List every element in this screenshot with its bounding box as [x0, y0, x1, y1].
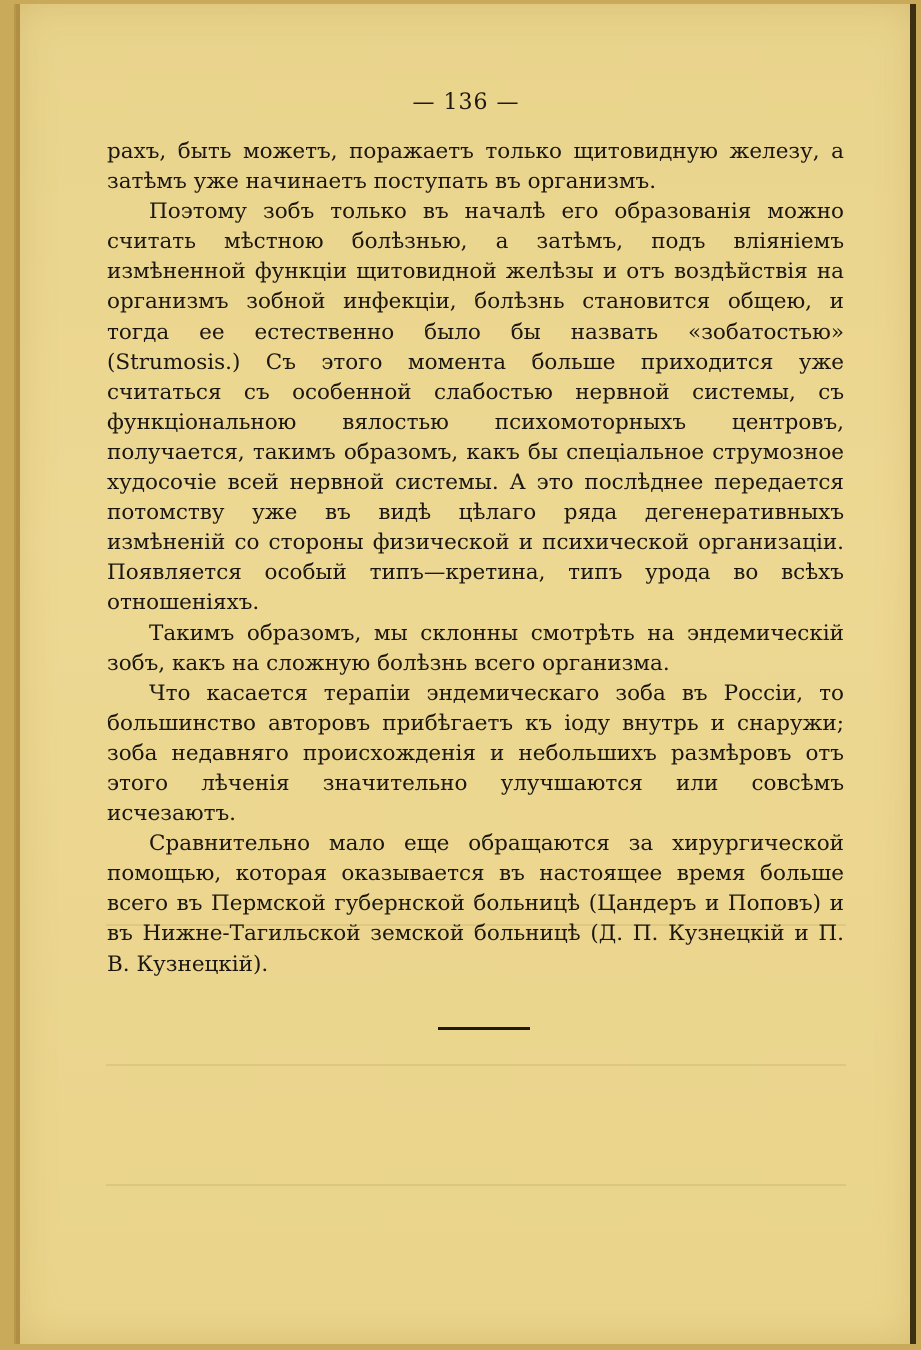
paragraph: Поэтому зобъ только въ началѣ его образованія можно считать мѣстною болѣзнью, а затѣмъ, подъ вліяніемъ измѣненной функціи щитовидной желѣзы и отъ воздѣйствія на организмъ зобной инфекціи, болѣзнь становится общею, и тогда ее естественно было бы назвать «зобатостью» (Strumosis.) Съ этого момента больше приходится уже считаться съ особенной слабостью нервной системы, съ функціональною вялостью психомоторныхъ центровъ, получается, такимъ образомъ, какъ бы спеціальное струмозное худосочіе всей нервной системы. А это послѣднее передается потомству уже въ видѣ цѣлаго ряда дегенеративныхъ измѣненій со стороны физической и психической организаціи. Появляется особый типъ—кретина, типъ урода во всѣхъ отношеніяхъ.: [107, 199, 844, 616]
bleed-through-line: [106, 1184, 846, 1186]
body-text: [107, 137, 844, 980]
paragraph: Сравнительно мало еще обращаются за хирургической помощью, которая оказывается въ настоящее время больше всего въ Пермской губернской больницѣ (Цандеръ и Поповъ) и въ Нижне-Тагильской земской больницѣ (Д. П. Кузнецкій и П. В. Кузнецкій).: [107, 831, 844, 977]
page-right-edge: [910, 4, 916, 1344]
book-page: [14, 4, 916, 1344]
paragraph: рахъ, быть можетъ, поражаетъ только щитовидную железу, а затѣмъ уже начинаетъ поступать въ организмъ.: [107, 139, 844, 195]
page-left-edge: [16, 4, 20, 1344]
page-number: — 136 —: [412, 90, 520, 115]
bleed-through-line: [106, 1064, 846, 1066]
paragraph: Такимъ образомъ, мы склонны смотрѣть на эндемическій зобъ, какъ на сложную болѣзнь всего организма.: [107, 620, 844, 676]
paragraph: Что касается терапіи эндемическаго зоба въ Россіи, то большинство авторовъ прибѣгаетъ къ іоду внутрь и снаружи; зоба недавняго происхожденія и небольшихъ размѣровъ отъ этого лѣченія значительно улучшаются или совсѣмъ исчезаютъ.: [107, 680, 844, 827]
section-end-rule: [438, 1027, 530, 1030]
